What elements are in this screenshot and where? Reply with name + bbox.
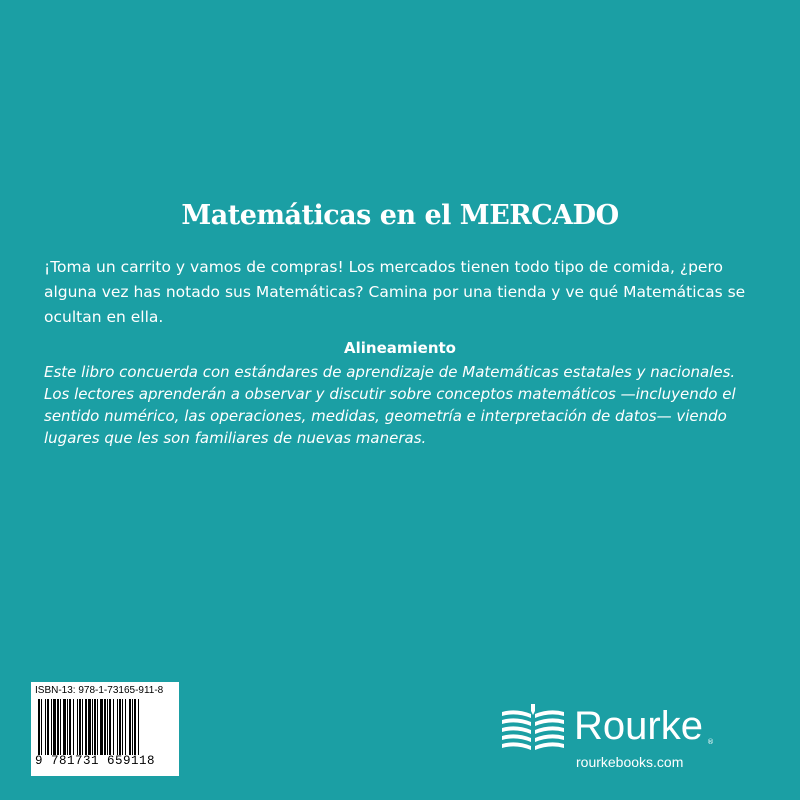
- book-title: Matemáticas en el MERCADO: [181, 200, 619, 231]
- publisher-logo: [500, 704, 720, 774]
- open-book-icon: [500, 704, 566, 754]
- isbn-label: ISBN-13: 978-1-73165-911-8: [35, 685, 164, 696]
- barcode-digits: 9 781731 659118: [35, 754, 156, 768]
- publisher-url: rourkebooks.com: [576, 754, 684, 770]
- isbn-barcode: [31, 682, 179, 776]
- barcode-bars: [35, 699, 175, 755]
- alignment-paragraph: Este libro concuerda con estándares de aprendizaje de Matemáticas estatales y nacionales. Los lectores aprenderán a observar y discutir sobre conceptos matemáticos —incluyendo el sentido numérico, las operaciones, medidas, geometría e interpretación de datos— viendo lugares que les son familiares de nuevas maneras.: [44, 363, 736, 447]
- intro-paragraph: ¡Toma un carrito y vamos de compras! Los mercados tienen todo tipo de comida, ¿pero alguna vez has notado sus Matemáticas? Camina por una tienda y ve qué Matemáticas se ocultan en ella.: [44, 258, 746, 326]
- alignment-heading: Alineamiento: [344, 339, 456, 357]
- registered-mark: ®: [707, 738, 714, 746]
- publisher-name: Rourke: [574, 704, 703, 748]
